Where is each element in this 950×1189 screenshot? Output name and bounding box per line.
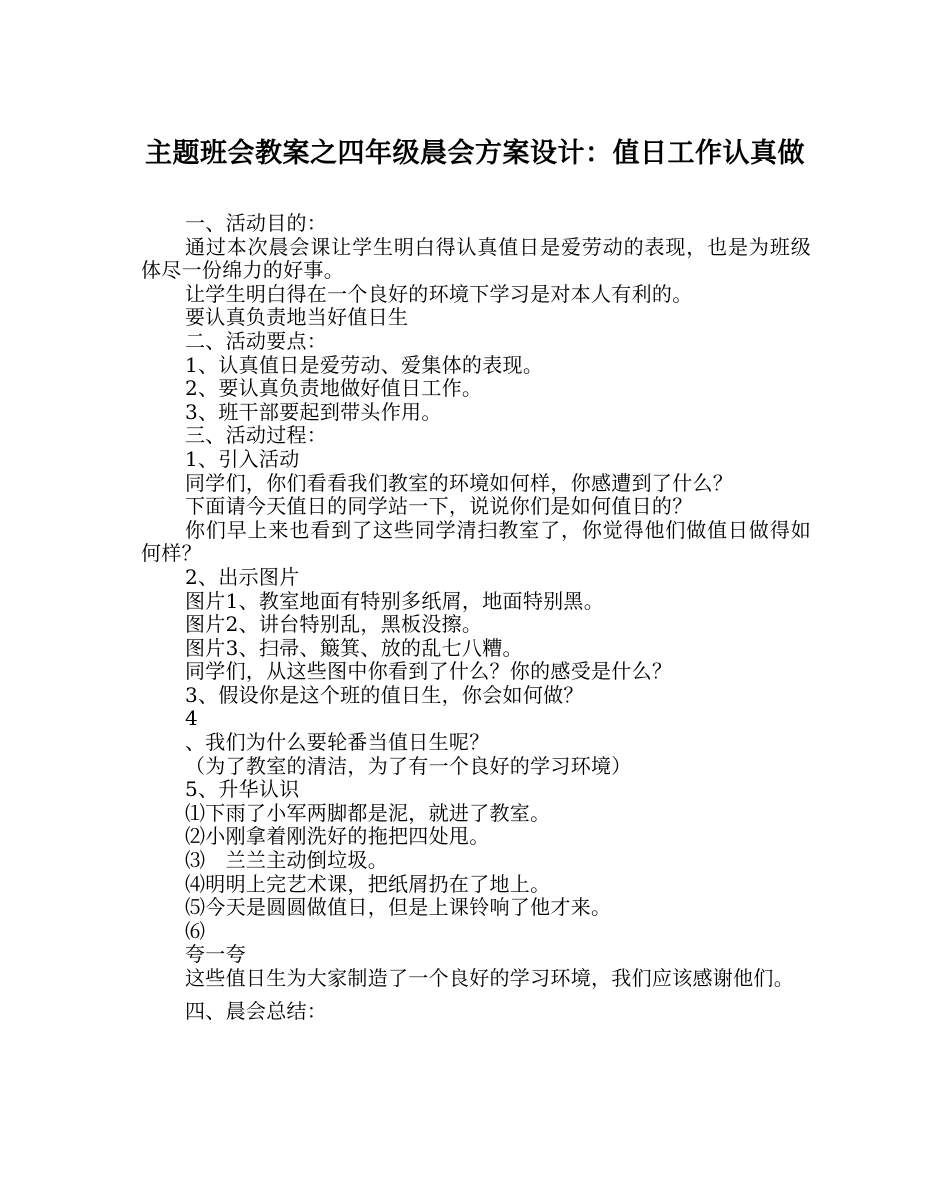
paragraph: ⑷明明上完艺术课，把纸屑扔在了地上。 xyxy=(185,871,551,896)
paragraph: 图片3、扫帚、簸箕、放的乱七八糟。 xyxy=(185,635,523,660)
paragraph: 4 xyxy=(185,706,199,731)
paragraph: 5、升华认识 xyxy=(185,777,300,802)
paragraph: ⑹ xyxy=(185,918,206,943)
paragraph: 二、活动要点： xyxy=(185,328,328,353)
paragraph: 让学生明白得在一个良好的环境下学习是对本人有利的。 xyxy=(185,281,693,306)
paragraph: 1、认真值日是爱劳动、爱集体的表现。 xyxy=(185,352,544,377)
paragraph: 这些值日生为大家制造了一个良好的学习环境，我们应该感谢他们。 xyxy=(185,966,794,990)
paragraph: 3、假设你是这个班的值日生，你会如何做？ xyxy=(185,682,584,707)
paragraph: ⑶ 兰兰主动倒垃圾。 xyxy=(185,848,388,873)
paragraph: 一、活动目的： xyxy=(185,211,328,235)
paragraph: 2、要认真负责地做好值日工作。 xyxy=(185,376,483,401)
paragraph: 三、活动过程： xyxy=(185,423,328,448)
paragraph: ⑵小刚拿着刚洗好的拖把四处甩。 xyxy=(185,824,490,849)
paragraph: 四、晨会总结： xyxy=(185,998,328,1023)
paragraph: 3、班干部要起到带头作用。 xyxy=(185,399,442,424)
paragraph: 、我们为什么要轮番当值日生呢？ xyxy=(185,730,490,755)
page-title: 主题班会教案之四年级晨会方案设计：值日工作认真做 xyxy=(145,138,805,169)
paragraph: 图片2、讲台特别乱，黑板没擦。 xyxy=(185,612,483,637)
paragraph: 1、引入活动 xyxy=(185,446,300,471)
document-body xyxy=(141,212,811,1023)
paragraph: 通过本次晨会课让学生明白得认真值日是爱劳动的表现，也是为班级体尽一份绵力的好事。 xyxy=(141,234,811,283)
paragraph: 下面请今天值日的同学站一下，说说你们是如何值日的？ xyxy=(185,494,693,519)
paragraph: 2、出示图片 xyxy=(185,564,300,589)
paragraph: 同学们，你们看看我们教室的环境如何样，你感遭到了什么？ xyxy=(185,470,734,495)
paragraph: （为了教室的清洁，为了有一个良好的学习环境） xyxy=(185,753,632,778)
paragraph: 你们早上来也看到了这些同学清扫教室了，你觉得他们做值日做得如何样？ xyxy=(141,517,811,566)
paragraph: 要认真负责地当好值日生 xyxy=(185,305,409,330)
paragraph: 同学们，从这些图中你看到了什么？你的感受是什么？ xyxy=(185,659,673,684)
paragraph: ⑴下雨了小军两脚都是泥，就进了教室。 xyxy=(185,800,551,825)
paragraph: 图片1、教室地面有特别多纸屑，地面特别黑。 xyxy=(185,588,605,613)
paragraph: 夸一夸 xyxy=(185,942,246,967)
paragraph: ⑸今天是圆圆做值日，但是上课铃响了他才来。 xyxy=(185,895,612,920)
